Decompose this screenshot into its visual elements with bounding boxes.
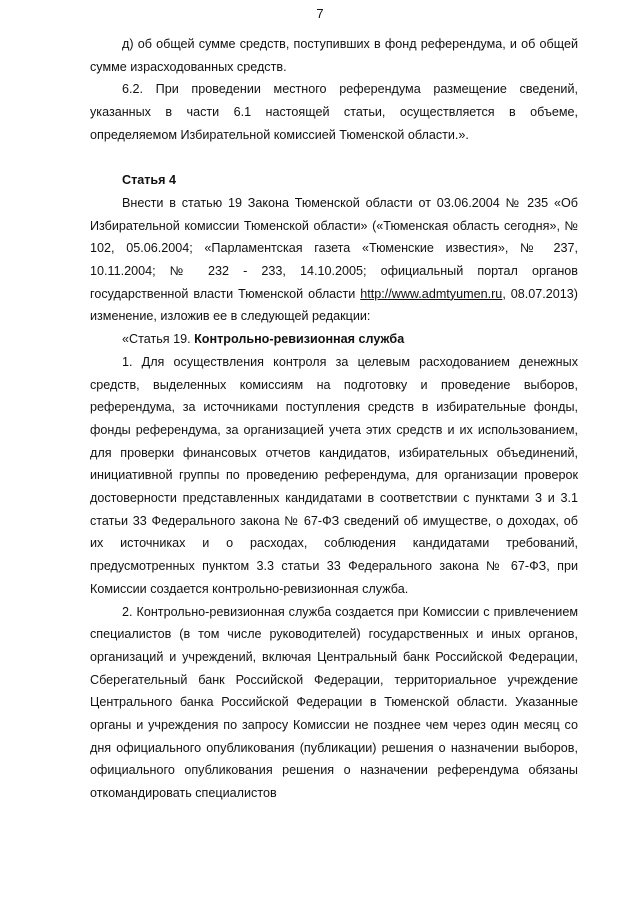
paragraph-6-2: 6.2. При проведении местного референдума размещение сведений, указанных в части 6.1 настоящей статьи, осуществляется в объеме, определяемом Избирательной комиссией Тюменской области.».: [90, 82, 578, 142]
article-4-intro: [90, 192, 578, 328]
portal-link[interactable]: http://www.admtyumen.ru: [360, 286, 503, 301]
article-19-paragraph-2: 2. Контрольно-ревизионная служба создается при Комиссии с привлечением специалистов (в том числе руководителей) государственных и иных органов, организаций и учреждений, включая Центральный банк Российской Федерации, Сберегательный банк Российской Федерации, территориальное учреждение Центрального банка Российской Федерации в Тюменской области. Указанные органы и учреждения по запросу Комиссии не позднее чем через один месяц со дня официального опубликования (публикации) решения о назначении выборов, официального опубликования решения о назначении референдума обязаны откомандировать специалистов: [90, 604, 578, 801]
article-19-paragraph-1: 1. Для осуществления контроля за целевым расходованием денежных средств, выделенных комиссиям на подготовку и проведение выборов, референдума, за источниками поступления средств в избирательные фонды, фонды референдума, за организацией учета этих средств и их использованием, для проверки финансовых отчетов кандидатов, избирательных объединений, инициативной группы по проведению референдума, для организации проверок достоверности представленных кандидатами в соответствии с пунктами 3 и 3.1 статьи 33 Федерального закона № 67-ФЗ сведений об имуществе, о доходах, об их источниках и о расходах, соблюдения кандидатами требований, предусмотренных пунктом 3.3 статьи 33 Федерального закона № 67-ФЗ, при Комиссии создается контрольно-ревизионная служба.: [90, 354, 578, 596]
article-4-heading: Статья 4: [122, 173, 177, 188]
intro-text-before-link: Внести в статью 19 Закона Тюменской области от 03.06.2004 № 235 «Об Избирательной комиссии Тюменской области» («Тюменская область сегодня», № 102, 05.06.2004; «Парламентская газета «Тюменские известия», № 237, 10.11.2004; № 232 - 233, 14.10.2005; официальный портал органов государственной власти Тюменской области: [90, 195, 578, 301]
spacer: [90, 147, 578, 170]
paragraph-d: д) об общей сумме средств, поступивших в фонд референдума, и об общей сумме израсходованных средств.: [90, 37, 578, 74]
page-number: 7: [316, 6, 324, 21]
article-19-prefix: «Статья 19.: [122, 332, 195, 347]
article-19-title: Контрольно-ревизионная служба: [194, 332, 405, 347]
document-body: [90, 33, 578, 805]
intro-text-after-link: , 08.07.2013) изменение, изложив ее в следующей редакции:: [90, 286, 578, 324]
article-19-heading: [90, 328, 578, 351]
